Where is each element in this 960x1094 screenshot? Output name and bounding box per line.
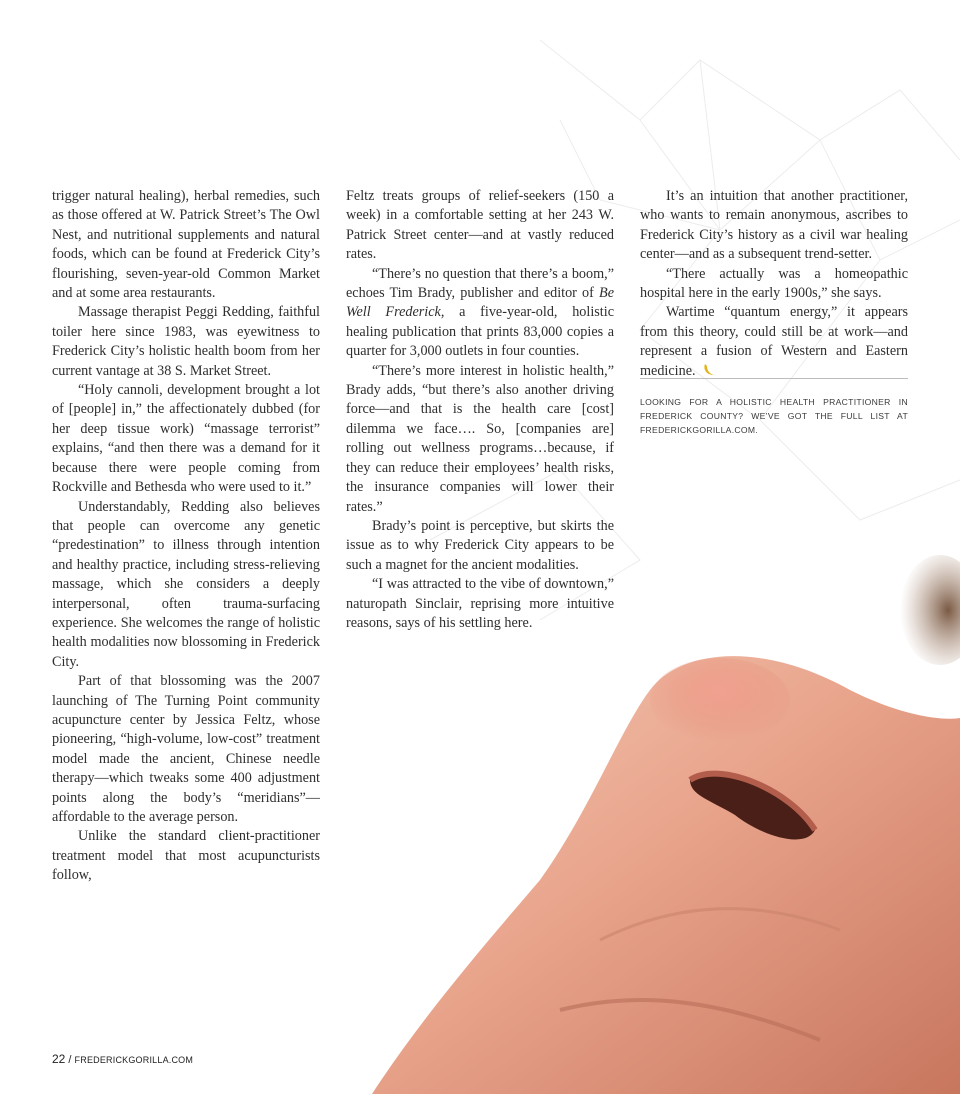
publication-title: Be Well Frederick [346, 285, 614, 321]
paragraph: Part of that blossoming was the 2007 launching of The Turning Point community acupuncture center by Jessica Feltz, whose pioneering, “high-volume, low-cost” treatment model made the ancient, Chinese needle therapy—which tweaks some 400 adjustment points along the body’s “meridians”—affordable to the average person. [52, 673, 320, 825]
paragraph [640, 303, 908, 381]
paragraph [346, 265, 614, 362]
paragraph: Unlike the standard client-practitioner treatment model that most acupuncturists follow, [52, 828, 320, 884]
paragraph: trigger natural healing), herbal remedies, such as those offered at W. Patrick Street’s The Owl Nest, and nutritional supplements and natural foods, which can be found at Frederick City’s flourishing, seven-year-old Common Market and at some area restaurants. [52, 188, 320, 302]
footer-site-link[interactable]: FREDERICKGORILLA.COM [74, 1055, 194, 1065]
paragraph-text: Wartime “quantum energy,” it appears from this theory, could still be at work—and represent a fusion of Western and Eastern medicine. [640, 304, 908, 379]
paragraph: Brady’s point is perceptive, but skirts the issue as to why Frederick City appears to be such a magnet for the ancient modalities. [346, 517, 614, 573]
paragraph: “There’s more interest in holistic health,” Brady adds, “but there’s also another driving force—and that is the health care [cost] dilemma we face…. So, [companies are] rolling out wellness programs…because, if they can reduce their employees’ health risks, the insurance companies will lower their rates.” [346, 362, 614, 515]
article-column-3 [640, 187, 908, 381]
article-column-1 [52, 187, 320, 886]
paragraph-text: , a five-year-old, holistic healing publication that prints 83,000 copies a quarter for 3,000 outlets in four counties. [346, 304, 614, 360]
paragraph: It’s an intuition that another practitioner, who wants to remain anonymous, ascribes to Frederick City’s history as a civil war healing center—and as a subsequent trend-setter. [640, 188, 908, 263]
leaf-end-mark-icon [702, 363, 716, 377]
paragraph: Understandably, Redding also believes that people can overcome any genetic “predestination” to illness through intention and healthy practice, including stress-relieving massage, which she considers a deeply interpersonal, often trauma-surfacing experience. She welcomes the range of holistic health modalities now blossoming in Frederick City. [52, 498, 320, 670]
paragraph: “Holy cannoli, development brought a lot of [people] in,” the affectionately dubbed (for her deep tissue work) “massage terrorist” explains, “and then there was a demand for it because there were people coming from Rockville and Bethesda who were used to it.” [52, 382, 320, 496]
paragraph: “I was attracted to the vibe of downtown,” naturopath Sinclair, reprising more intuitive reasons, says of his settling here. [346, 576, 614, 631]
article-column-2 [346, 187, 614, 633]
paragraph: Feltz treats groups of relief-seekers (150 a week) in a comfortable setting at her 243 W. Patrick Street center—and at vastly reduced rates. [346, 188, 614, 263]
paragraph: Massage therapist Peggi Redding, faithful toiler here since 1983, was eyewitness to Frederick City’s holistic health boom from her current vantage at 38 S. Market Street. [52, 304, 320, 379]
paragraph-text: “There’s no question that there’s a boom,” echoes Tim Brady, publisher and editor of [346, 265, 614, 302]
footer-separator: / [68, 1054, 72, 1066]
page-number: 22 [52, 1052, 66, 1066]
callout-divider [640, 378, 908, 379]
callout-text: LOOKING FOR A HOLISTIC HEALTH PRACTITIONER IN FREDERICK COUNTY? WE’VE GOT THE FULL LIST AT FREDERICKGORILLA.COM. [640, 397, 908, 435]
page-footer [52, 1052, 193, 1066]
paragraph: “There actually was a homeopathic hospital here in the early 1900s,” she says. [640, 265, 908, 302]
